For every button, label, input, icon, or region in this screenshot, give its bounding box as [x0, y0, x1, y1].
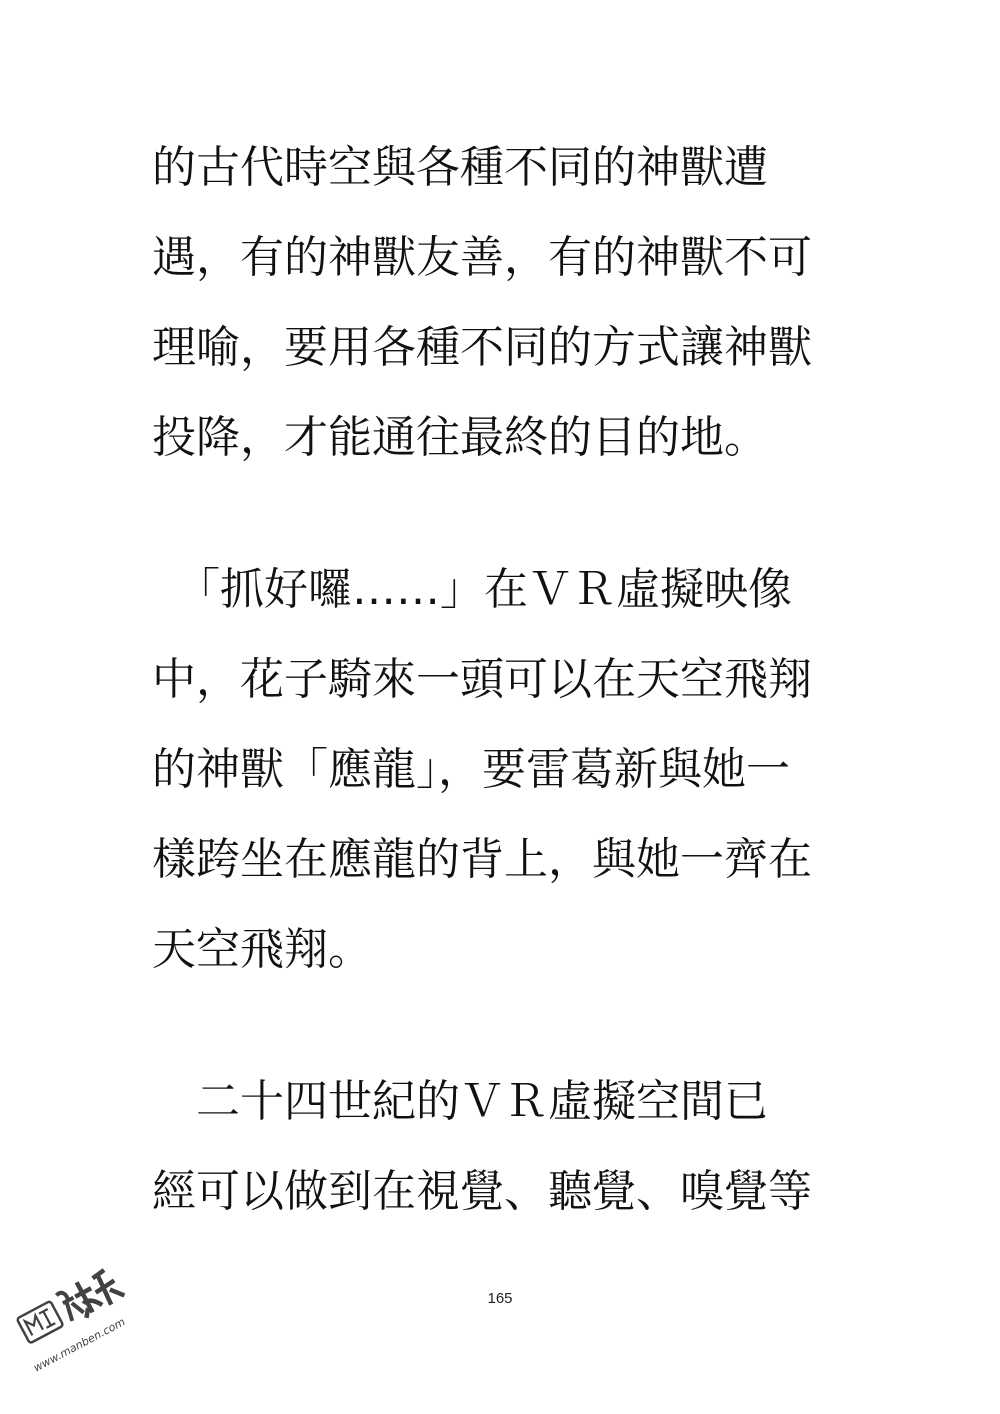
paragraph-3-line-1: 二十四世紀的ＶＲ虛擬空間已 — [196, 1076, 768, 1127]
page-number: 165 — [487, 1290, 513, 1307]
svg-text:www.manben.com: www.manben.com — [31, 1315, 128, 1375]
paragraph-2-line-2: 中，花子騎來一頭可以在天空飛翔 — [152, 654, 812, 705]
paragraph-2-line-4: 樣跨坐在應龍的背上，與她一齊在 — [152, 834, 812, 885]
paragraph-2-line-1: 「抓好囉……」在ＶＲ虛擬映像 — [176, 564, 792, 615]
watermark-logo-icon — [14, 1262, 174, 1402]
paragraph-1-line-1: 的古代時空與各種不同的神獸遭 — [152, 142, 768, 193]
paragraph-1-line-2: 遇，有的神獸友善，有的神獸不可 — [152, 232, 812, 283]
paragraph-3-line-2: 經可以做到在視覺、聽覺、嗅覺等 — [152, 1166, 812, 1217]
paragraph-1-line-4: 投降，才能通往最終的目的地。 — [152, 412, 768, 463]
paragraph-2-line-3: 的神獸「應龍」，要雷葛新與她一 — [152, 744, 790, 795]
paragraph-2-line-5: 天空飛翔。 — [152, 924, 372, 975]
paragraph-1-line-3: 理喻，要用各種不同的方式讓神獸 — [152, 322, 812, 373]
